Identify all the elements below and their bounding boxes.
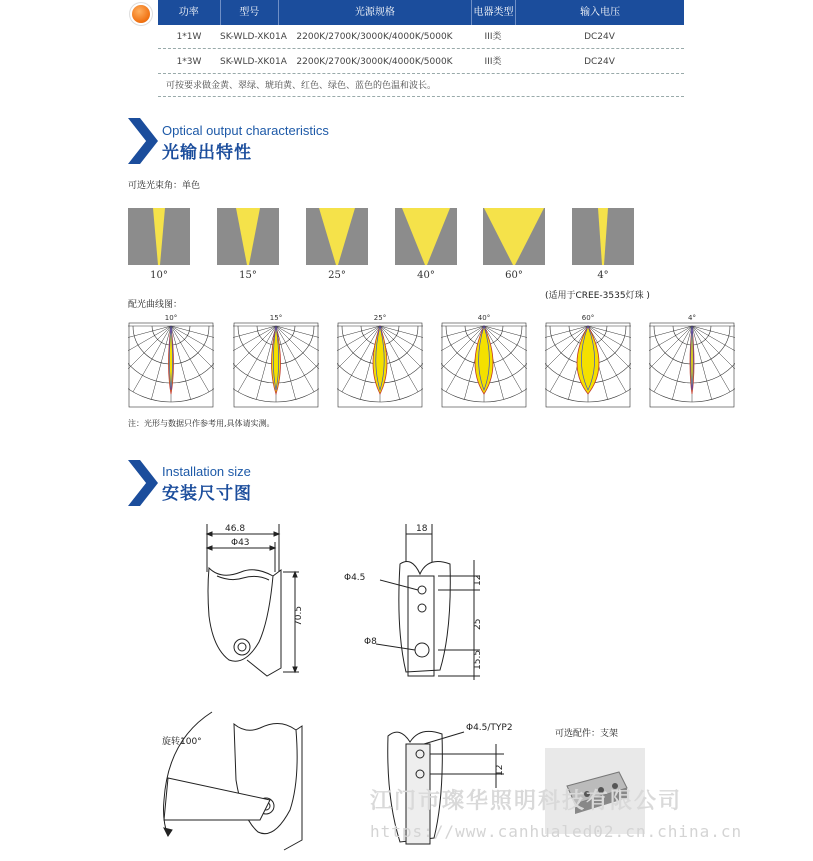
beam-angle-image (395, 208, 457, 265)
dim-hole-8: Φ8 (364, 637, 377, 647)
dim-hole-4-5: Φ4.5 (344, 573, 366, 583)
header-power: 功率 (158, 0, 221, 25)
beam-cone (598, 208, 608, 265)
cell-source: 2200K/2700K/3000K/4000K/5000K (296, 32, 453, 42)
header-source: 光源规格 (279, 0, 472, 25)
watermark-url: https://www.canhualed02.cn.china.cn (370, 822, 743, 841)
spec-table-header (158, 0, 684, 25)
beam-angle-image (306, 208, 368, 265)
polar-grid-ray (654, 326, 692, 392)
beam-angle-caption: 25° (328, 270, 346, 281)
polar-grid-ray (238, 326, 276, 392)
polar-grid-ray (171, 326, 214, 380)
polar-grid-ray (692, 326, 735, 380)
polar-curve-chart (233, 322, 319, 408)
polar-curve-caption: 10° (164, 314, 178, 322)
polar-grid-ray (380, 326, 423, 346)
cell-class: III类 (484, 32, 502, 42)
polar-grid-ray (692, 326, 712, 399)
dim-phi43: Φ43 (231, 538, 250, 548)
optical-title-zh: 光输出特性 (162, 143, 252, 163)
dim-12b: 12 (495, 764, 505, 776)
dim-46-8: 46.8 (225, 524, 246, 534)
header-model: 型号 (221, 0, 280, 25)
section-chevron-icon (126, 460, 160, 506)
beam-angle-caption: 15° (239, 270, 257, 281)
polar-curve-caption: 60° (581, 314, 595, 322)
beam-angle-caption: 4° (597, 270, 609, 281)
accessory-label: 可选配件：支架 (555, 729, 619, 739)
polar-grid-ray (337, 326, 380, 346)
polar-curve-chart (337, 322, 423, 408)
beam-angle-image (483, 208, 545, 265)
optical-title-en: Optical output characteristics (162, 123, 329, 138)
dim-typ2: Φ4.5/TYP2 (466, 723, 513, 733)
rotation-drawing (150, 700, 320, 861)
polar-grid-ray (276, 326, 314, 392)
polar-grid-ray (649, 326, 692, 380)
cell-voltage: DC24V (584, 32, 615, 42)
beam-angle-caption: 40° (417, 270, 435, 281)
disclaimer: 注：光形与数据只作参考用,具体请实测。 (128, 419, 275, 428)
polar-curve-caption: 4° (688, 314, 696, 322)
beam-cone (319, 208, 355, 265)
cell-source: 2200K/2700K/3000K/4000K/5000K (296, 57, 453, 67)
polar-grid-ray (171, 326, 191, 399)
cell-model: SK-WLD-XK01A (220, 57, 287, 67)
polar-grid-ray (276, 326, 319, 380)
cell-power: 1*3W (176, 57, 202, 67)
beam-angle-image (217, 208, 279, 265)
polar-grid-ray (649, 326, 692, 346)
beam-angle-caption: 10° (150, 270, 168, 281)
dim-25: 25 (473, 618, 483, 630)
install-title-zh: 安装尺寸图 (162, 484, 252, 504)
dim-70-5: 70.5 (294, 605, 304, 626)
polar-curve-chart (128, 322, 214, 408)
curve-label: 配光曲线图： (128, 300, 183, 310)
polar-curve-caption: 25° (373, 314, 387, 322)
side-view-drawing (195, 520, 315, 685)
header-voltage: 输入电压 (580, 7, 621, 18)
watermark-company: 江门市璨华照明科技有限公司 (370, 789, 683, 814)
polar-grid-ray (692, 326, 735, 346)
beam-angle-caption: 60° (505, 270, 523, 281)
dim-15-5: 15.5 (473, 649, 483, 670)
color-note: 可按要求做金黄、翠绿、琥珀黄、红色、绿色、蓝色的色温和波长。 (158, 75, 684, 97)
polar-grid-ray (276, 326, 319, 346)
polar-lobe (577, 326, 599, 394)
cell-power: 1*1W (176, 32, 202, 42)
polar-grid-ray (133, 326, 171, 392)
polar-grid-ray (151, 326, 171, 399)
install-title-en: Installation size (162, 464, 251, 479)
polar-curve-chart (441, 322, 527, 408)
section-chevron-icon (126, 118, 160, 164)
cell-class: III类 (484, 57, 502, 67)
polar-curve-caption: 15° (269, 314, 283, 322)
polar-grid-ray (171, 326, 209, 392)
polar-lobe (475, 326, 493, 394)
beam-angle-image (128, 208, 190, 265)
beam-angle-label: 可选光束角：单色 (128, 181, 201, 191)
polar-grid-ray (672, 326, 692, 399)
polar-lobe (272, 326, 281, 394)
beam-cone (484, 208, 544, 265)
rotate-label: 旋转100° (162, 737, 202, 747)
beam-cone (153, 208, 165, 265)
beam-cone (402, 208, 450, 265)
polar-grid-ray (233, 326, 276, 346)
polar-grid-ray (233, 326, 276, 380)
polar-grid-ray (128, 326, 171, 380)
beam-cone (236, 208, 260, 265)
polar-grid-ray (128, 326, 171, 346)
dim-12: 12 (473, 574, 483, 586)
beam-angle-image (572, 208, 634, 265)
table-row (158, 26, 684, 49)
polar-grid-ray (171, 326, 214, 346)
header-class: 电器类型 (472, 0, 517, 25)
cell-voltage: DC24V (584, 57, 615, 67)
cell-model: SK-WLD-XK01A (220, 32, 287, 42)
polar-curve-chart (649, 322, 735, 408)
table-row (158, 51, 684, 74)
dim-18: 18 (416, 524, 428, 534)
polar-lobe (373, 326, 387, 394)
polar-curve-caption: 40° (477, 314, 491, 322)
product-bullet-icon (132, 5, 150, 23)
back-view-drawing (340, 520, 500, 685)
polar-grid-ray (692, 326, 730, 392)
beam-note: (适用于CREE-3535灯珠 ) (545, 291, 650, 301)
polar-curve-chart (545, 322, 631, 408)
